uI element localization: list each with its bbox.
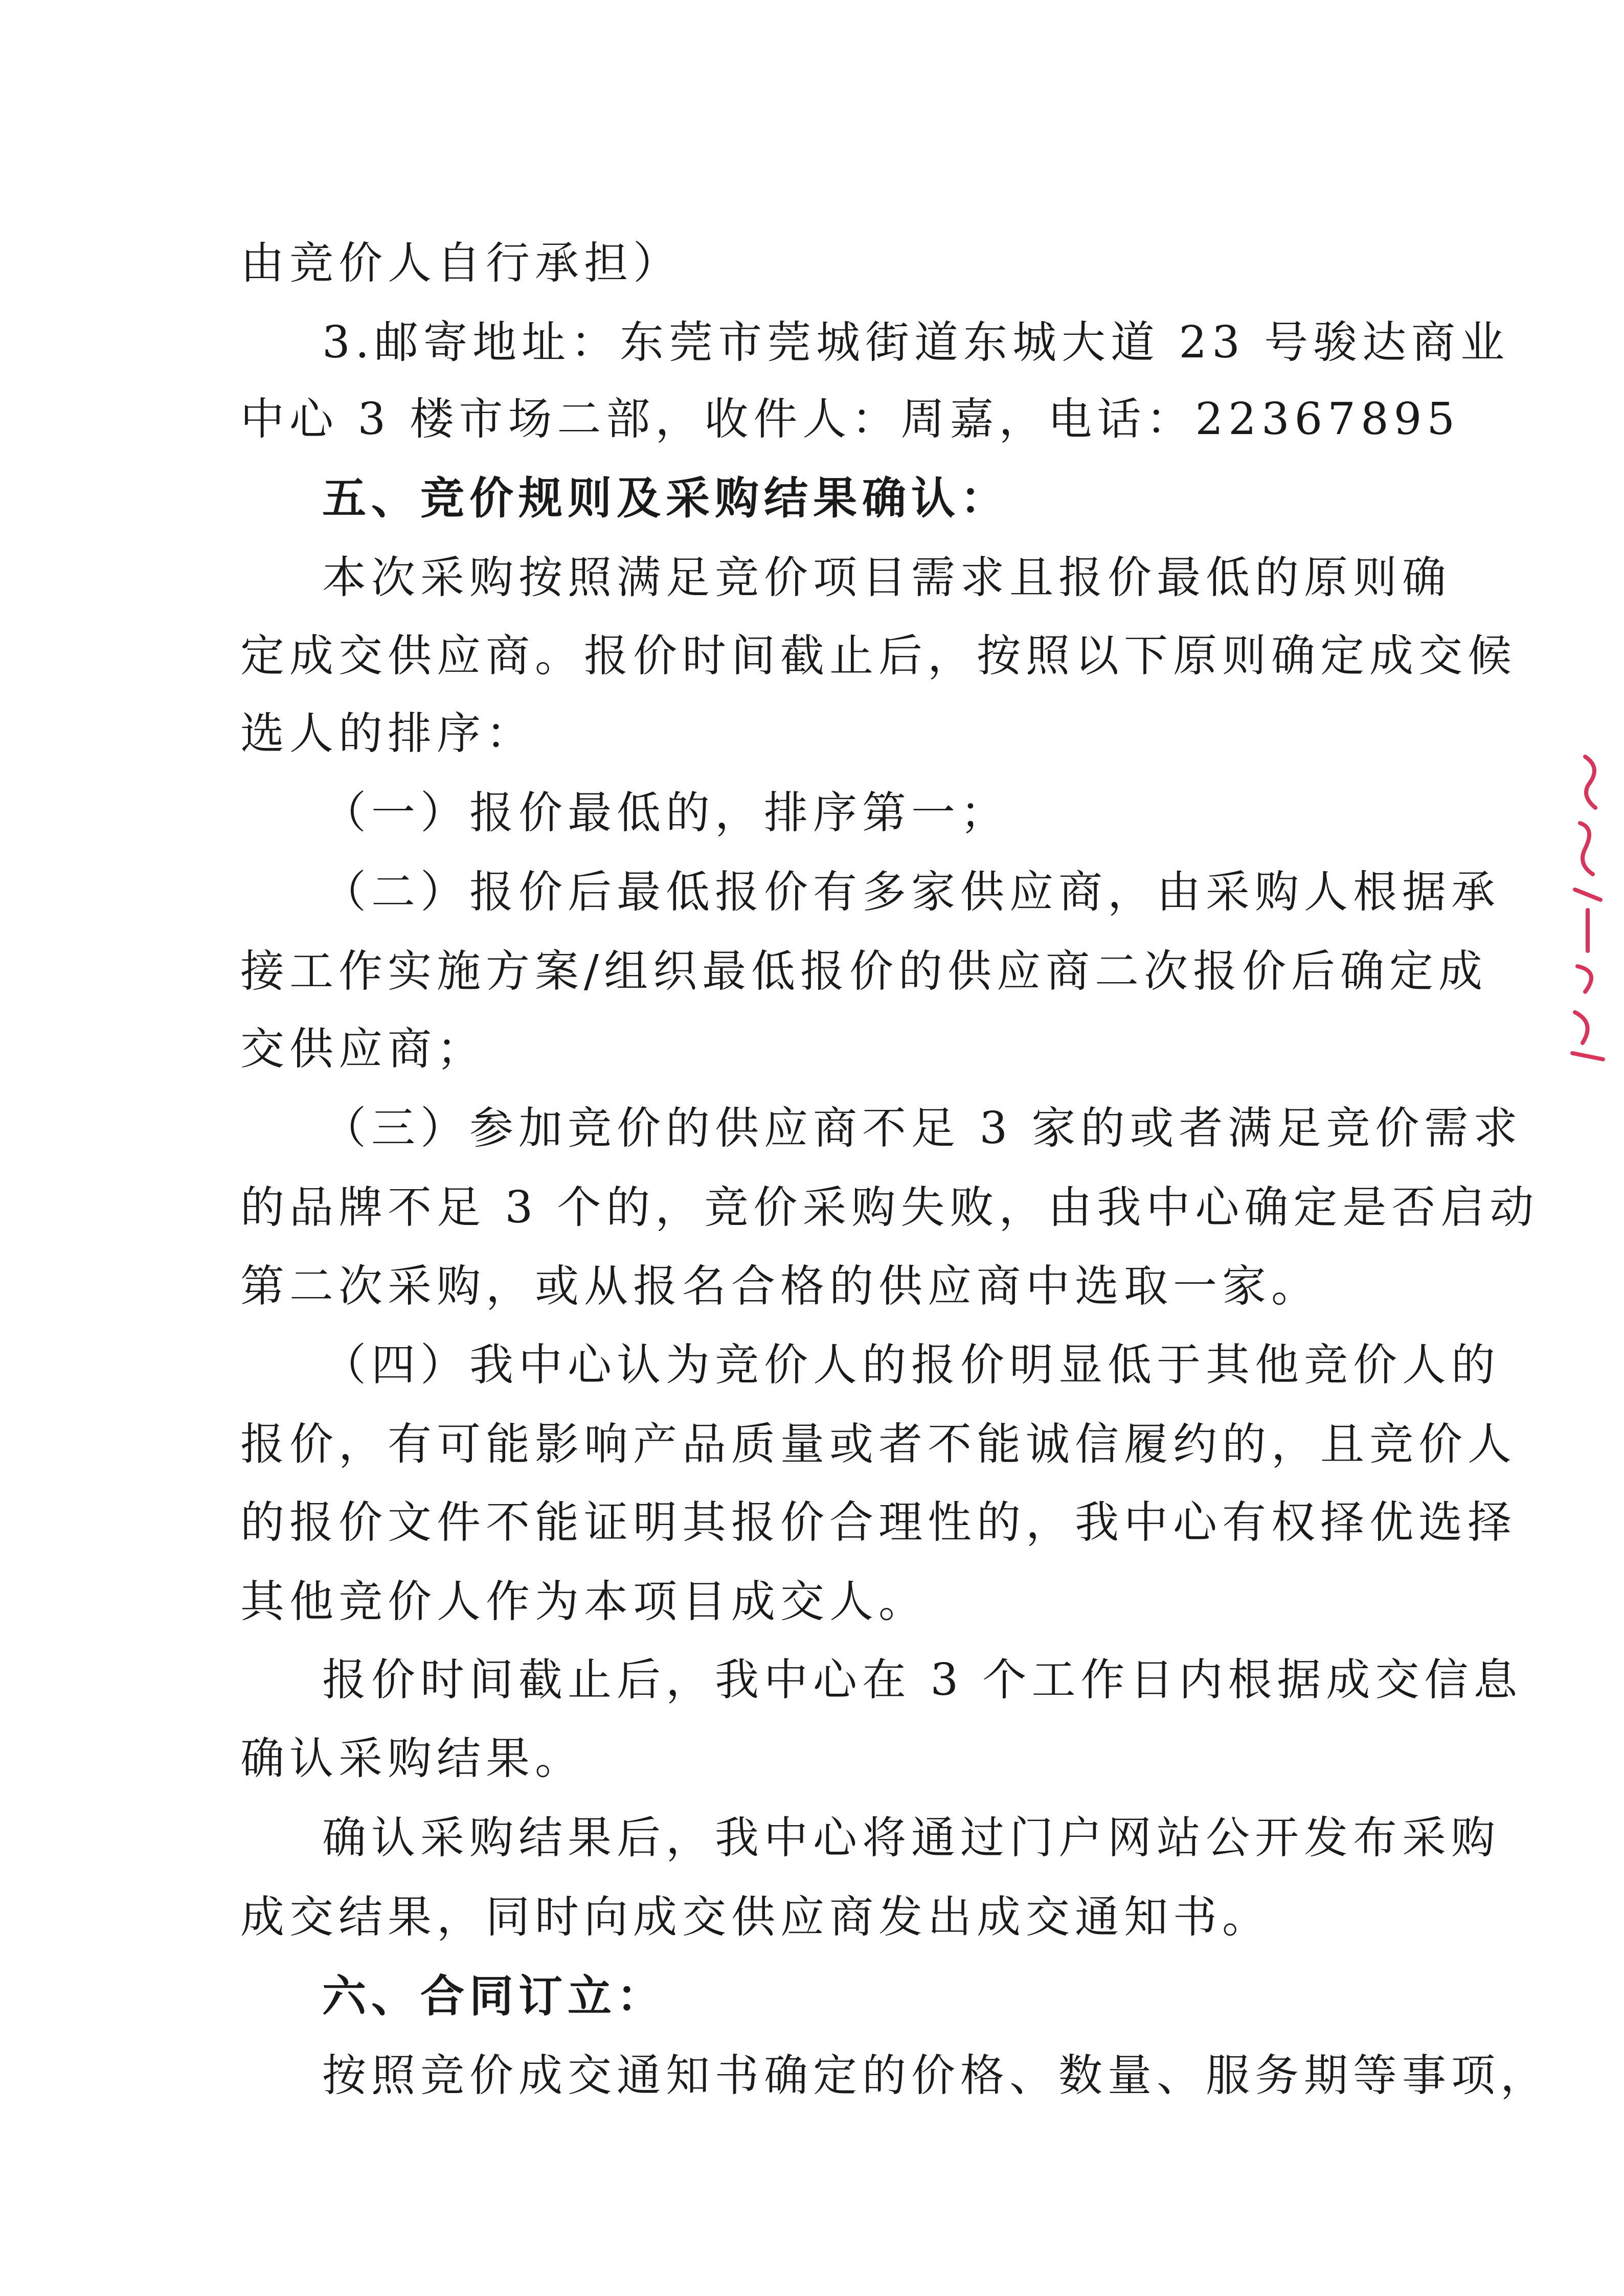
section-heading-5: 五、竞价规则及采购结果确认： xyxy=(322,473,1009,524)
text-line: 交供应商； xyxy=(240,1024,486,1075)
text-line: 本次采购按照满足竞价项目需求且报价最低的原则确 xyxy=(322,552,1451,603)
text-line: 其他竞价人作为本项目成交人。 xyxy=(240,1576,928,1627)
text-line: （一）报价最低的，排序第一； xyxy=(322,787,1009,838)
text-line: 由竞价人自行承担） xyxy=(240,238,682,289)
text-line: 成交结果，同时向成交供应商发出成交通知书。 xyxy=(240,1892,1271,1943)
text-line: 选人的排序： xyxy=(240,708,535,759)
text-line: 确认采购结果后，我中心将通过门户网站公开发布采购 xyxy=(322,1812,1500,1863)
text-line: 按照竞价成交通知书确定的价格、数量、服务期等事项， xyxy=(322,2050,1549,2101)
text-line: 报价，有可能影响产品质量或者不能诚信履约的，且竞价人 xyxy=(240,1419,1517,1470)
text-line: 中心 3 楼市场二部，收件人：周嘉，电话：22367895 xyxy=(240,394,1460,445)
text-line: （三）参加竞价的供应商不足 3 家的或者满足竞价需求 xyxy=(322,1103,1523,1154)
text-line: 接工作实施方案/组织最低报价的供应商二次报价后确定成 xyxy=(240,946,1487,997)
text-line: （四）我中心认为竞价人的报价明显低于其他竞价人的 xyxy=(322,1339,1500,1391)
text-line: 3.邮寄地址：东莞市莞城街道东城大道 23 号骏达商业 xyxy=(322,317,1510,368)
text-line: 确认采购结果。 xyxy=(240,1733,584,1784)
text-line: （二）报价后最低报价有多家供应商，由采购人根据承 xyxy=(322,867,1500,918)
text-line: 报价时间截止后，我中心在 3 个工作日内根据成交信息 xyxy=(322,1654,1523,1706)
text-line: 的报价文件不能证明其报价合理性的，我中心有权择优选择 xyxy=(240,1497,1517,1548)
text-line: 第二次采购，或从报名合格的供应商中选取一家。 xyxy=(240,1261,1320,1312)
text-line: 定成交供应商。报价时间截止后，按照以下原则确定成交候 xyxy=(240,630,1517,681)
section-heading-6: 六、合同订立： xyxy=(322,1971,666,2022)
seal-stamp-fragment xyxy=(1565,746,1611,1063)
text-line: 的品牌不足 3 个的，竞价采购失败，由我中心确定是否启动 xyxy=(240,1182,1539,1233)
